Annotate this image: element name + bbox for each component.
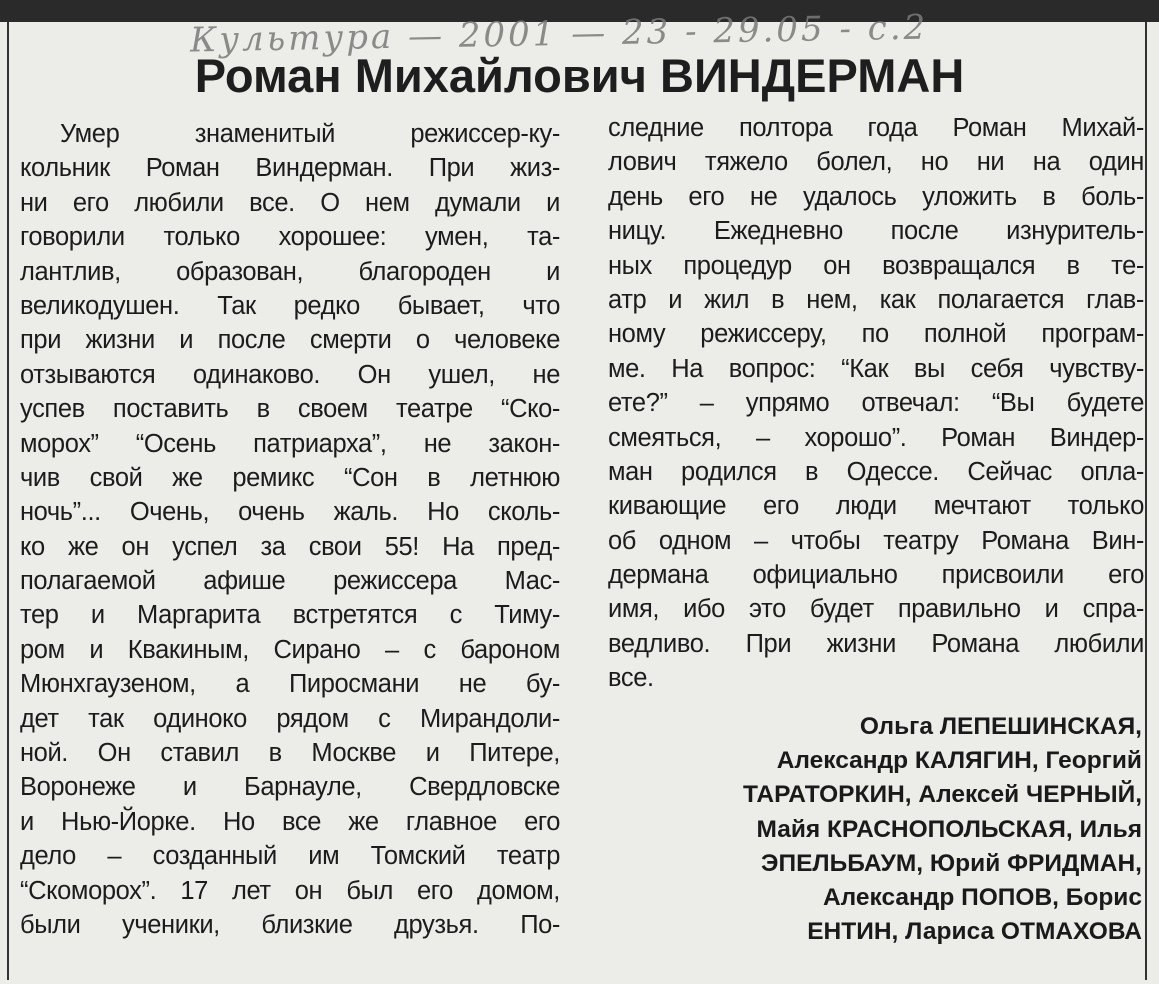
signature-line: Александр ПОПОВ, Борис bbox=[822, 883, 1142, 911]
text-line: Воронеже и Барнауле, Свердловске bbox=[20, 773, 560, 802]
text-line: все. bbox=[608, 664, 654, 693]
text-line: ночь”... Очень, очень жаль. Но сколь- bbox=[20, 498, 560, 527]
text-line: говорили только хорошее: умен, та- bbox=[20, 223, 560, 252]
text-line: смеяться, – хорошо”. Роман Виндер- bbox=[608, 423, 1144, 452]
signature-line: ЕНТИН, Лариса ОТМАХОВА bbox=[807, 918, 1142, 946]
text-line: ман родился в Одессе. Сейчас опла- bbox=[608, 457, 1144, 486]
text-line: дермана официально присвоили его bbox=[608, 561, 1144, 590]
text-line: ных процедур он возвращался в те- bbox=[608, 251, 1144, 280]
left-text-column bbox=[20, 117, 560, 942]
text-line: кивающие его люди мечтают только bbox=[608, 492, 1144, 521]
text-line: успев поставить в своем театре “Ско- bbox=[20, 395, 560, 424]
text-line: имя, ибо это будет правильно и спра- bbox=[608, 595, 1144, 624]
text-line: при жизни и после смерти о человеке bbox=[20, 326, 560, 355]
text-line: ром и Квакиным, Сирано – с бароном bbox=[20, 635, 560, 664]
text-line: об одном – чтобы театру Романа Вин- bbox=[608, 526, 1144, 555]
right-text-column bbox=[608, 111, 1144, 696]
text-line: морох” “Осень патриарха”, не закон- bbox=[20, 429, 560, 458]
article-headline: Роман Михайлович ВИНДЕРМАН bbox=[194, 49, 965, 102]
text-line: лович тяжело болел, но ни на один bbox=[608, 148, 1144, 177]
text-line: дело – созданный им Томский театр bbox=[20, 842, 560, 871]
text-line: Мюнхгаузеном, а Пиросмани не бу- bbox=[20, 670, 560, 699]
text-line: ницу. Ежедневно после изнуритель- bbox=[608, 217, 1144, 246]
text-line: атр и жил в нем, как полагается глав- bbox=[608, 285, 1144, 314]
text-line: тер и Маргарита встретятся с Тиму- bbox=[20, 601, 560, 630]
text-line: Умер знаменитый режиссер-ку- bbox=[60, 120, 560, 148]
text-line: лантлив, образован, благороден и bbox=[20, 257, 560, 286]
signature-line: Александр КАЛЯГИН, Георгий bbox=[776, 747, 1142, 775]
text-line: ной. Он ставил в Москве и Питере, bbox=[20, 739, 560, 768]
text-line: и Нью-Йорке. Но все же главное его bbox=[20, 807, 560, 836]
text-line: ни его любили все. О нем думали и bbox=[20, 188, 560, 217]
text-line: ме. На вопрос: “Как вы себя чувству- bbox=[608, 354, 1144, 383]
text-line: кольник Роман Виндерман. При жиз- bbox=[20, 154, 560, 183]
text-line: ному режиссеру, по полной програм- bbox=[608, 320, 1144, 349]
text-line: полагаемой афише режиссера Мас- bbox=[20, 567, 560, 596]
text-line: чив свой же ремикс “Сон в летнюю bbox=[20, 463, 560, 492]
text-line: были ученики, близкие друзья. По- bbox=[20, 910, 560, 939]
signature-line: Ольга ЛЕПЕШИНСКАЯ, bbox=[859, 713, 1142, 740]
text-line: дет так одиноко рядом с Мирандоли- bbox=[20, 704, 560, 733]
handwritten-annotation: Культура — 2001 — 23 - 29.05 - с.2 bbox=[189, 7, 929, 61]
text-line: ведливо. При жизни Романа любили bbox=[608, 629, 1144, 658]
text-line: великодушен. Так редко бывает, что bbox=[20, 291, 560, 320]
text-line: следние полтора года Роман Михай- bbox=[608, 114, 1144, 142]
signature-line: ТАРАТОРКИН, Алексей ЧЕРНЫЙ, bbox=[742, 781, 1142, 809]
signature-line: Майя КРАСНОПОЛЬСКАЯ, Илья bbox=[756, 815, 1142, 843]
signature-line: ЭПЕЛЬБАУМ, Юрий ФРИДМАН, bbox=[761, 849, 1142, 877]
text-line: “Скоморох”. 17 лет он был его домом, bbox=[20, 876, 560, 905]
text-line: ко же он успел за свои 55! На пред- bbox=[20, 532, 560, 561]
text-line: отзываются одинаково. Он ушел, не bbox=[20, 360, 560, 389]
text-line: день его не удалось уложить в боль- bbox=[608, 182, 1144, 211]
text-line: ете?” – упрямо отвечал: “Вы будете bbox=[608, 389, 1144, 418]
signatures-block bbox=[604, 710, 1142, 949]
